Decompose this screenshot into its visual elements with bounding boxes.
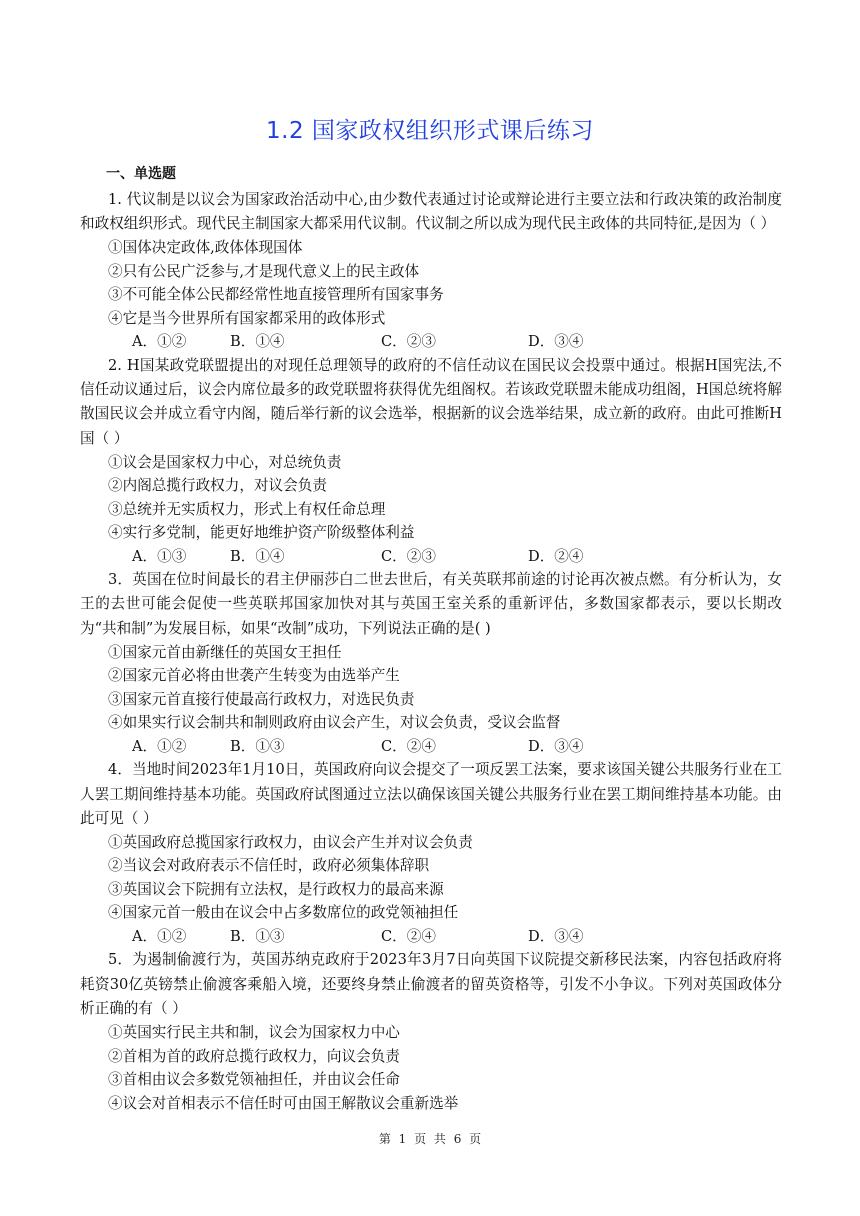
statement-option: ③国家元首直接行使最高行政权力，对选民负责 — [108, 690, 415, 708]
choice-b[interactable]: B．①④ — [230, 547, 285, 565]
choice-c[interactable]: C．②④ — [381, 737, 436, 755]
choice-c[interactable]: C．②③ — [381, 333, 436, 351]
answer-choices — [132, 925, 782, 949]
choice-d[interactable]: D．②④ — [528, 547, 584, 565]
choice-b[interactable]: B．①③ — [230, 737, 285, 755]
choice-b[interactable]: B．①③ — [230, 927, 285, 945]
statement-option: ①国家元首由新继任的英国女王担任 — [108, 643, 342, 661]
choice-d[interactable]: D．③④ — [528, 333, 584, 351]
choice-d[interactable]: D．③④ — [528, 927, 584, 945]
choice-a[interactable]: A．①③ — [132, 547, 187, 565]
choice-d[interactable]: D．③④ — [528, 737, 584, 755]
choice-a[interactable]: A．①② — [132, 333, 187, 351]
choice-b[interactable]: B．①④ — [230, 333, 285, 351]
statement-option: ②当议会对政府表示不信任时，政府必须集体辞职 — [108, 857, 430, 875]
statement-option: ③英国议会下院拥有立法权，是行政权力的最高来源 — [108, 880, 444, 898]
statement-option: ①议会是国家权力中心，对总统负责 — [108, 453, 342, 471]
statement-option: ④实行多党制，能更好地维护资产阶级整体利益 — [108, 524, 415, 542]
statement-option: ②内阁总揽行政权力，对议会负责 — [108, 477, 327, 495]
question — [80, 758, 782, 948]
page-footer: 第 1 页 共 6 页 — [378, 1132, 482, 1146]
section-heading: 一、单选题 — [106, 166, 176, 182]
answer-choices — [132, 735, 782, 759]
statement-option: ④议会对首相表示不信任时可由国王解散议会重新选举 — [108, 1094, 459, 1112]
statement-option: ④如果实行议会制共和制则政府由议会产生，对议会负责，受议会监督 — [108, 714, 561, 732]
question-stem: 2. H国某政党联盟提出的对现任总理领导的政府的不信任动议在国民议会投票中通过。根据H国宪法,不信任动议通过后，议会内席位最多的政党联盟将获得优先组阁权。若该政党联盟未能成功组阁，H国总统将解散国民议会并成立看守内阁，随后举行新的议会选举，根据新的议会选举结果，成立新的政府。由此可推断H国（ ） — [80, 356, 782, 447]
statement-option: ①英国实行民主共和制，议会为国家权力中心 — [108, 1024, 400, 1042]
statement-option: ①国体决定政体,政体体现国体 — [108, 239, 303, 257]
question — [80, 354, 782, 568]
statement-option: ①英国政府总揽国家行政权力，由议会产生并对议会负责 — [108, 833, 473, 851]
statement-option: ②首相为首的政府总揽行政权力，向议会负责 — [108, 1047, 400, 1065]
statement-option: ③总统并无实质权力，形式上有权任命总理 — [108, 500, 386, 518]
choice-c[interactable]: C．②③ — [381, 547, 436, 565]
statement-option: ④它是当今世界所有国家都采用的政体形式 — [108, 309, 386, 327]
question-stem: 5．为遏制偷渡行为，英国苏纳克政府于2023年3月7日向英国下议院提交新移民法案，内容包括政府将耗资30亿英镑禁止偷渡客乘船入境，还要终身禁止偷渡者的留英资格等，引发不小争议。下列对英国政体分析正确的有（ ） — [80, 951, 782, 1017]
question — [80, 568, 782, 758]
choice-a[interactable]: A．①② — [132, 927, 187, 945]
statement-option: ②国家元首必将由世袭产生转变为由选举产生 — [108, 667, 400, 685]
question-list — [80, 188, 782, 1115]
question-stem: 1. 代议制是以议会为国家政治活动中心,由少数代表通过讨论或辩论进行主要立法和行政决策的政治制度和政权组织形式。现代民主制国家大都采用代议制。代议制之所以成为现代民主政体的共同特征,是因为（ ） — [80, 191, 782, 233]
question — [80, 948, 782, 1115]
page-title: 1.2 国家政权组织形式课后练习 — [266, 118, 594, 144]
question-stem: 3．英国在位时间最长的君主伊丽莎白二世去世后，有关英联邦前途的讨论再次被点燃。有分析认为，女王的去世可能会促使一些英联邦国家加快对其与英国王室关系的重新评估，多数国家都表示，要以长期改为“共和制”为发展目标，如果“改制”成功，下列说法正确的是( ) — [80, 571, 782, 637]
statement-option: ②只有公民广泛参与,才是现代意义上的民主政体 — [108, 262, 420, 280]
question-stem: 4．当地时间2023年1月10日，英国政府向议会提交了一项反罢工法案，要求该国关键公共服务行业在工人罢工期间维持基本功能。英国政府试图通过立法以确保该国关键公共服务行业在罢工期间维持基本功能。由此可见（ ） — [80, 761, 782, 827]
answer-choices — [132, 545, 782, 569]
answer-choices — [132, 330, 782, 354]
choice-c[interactable]: C．②④ — [381, 927, 436, 945]
statement-option: ③不可能全体公民都经常性地直接管理所有国家事务 — [108, 286, 444, 304]
statement-option: ③首相由议会多数党领袖担任，并由议会任命 — [108, 1071, 400, 1089]
choice-a[interactable]: A．①② — [132, 737, 187, 755]
statement-option: ④国家元首一般由在议会中占多数席位的政党领袖担任 — [108, 904, 459, 922]
question — [80, 188, 782, 354]
